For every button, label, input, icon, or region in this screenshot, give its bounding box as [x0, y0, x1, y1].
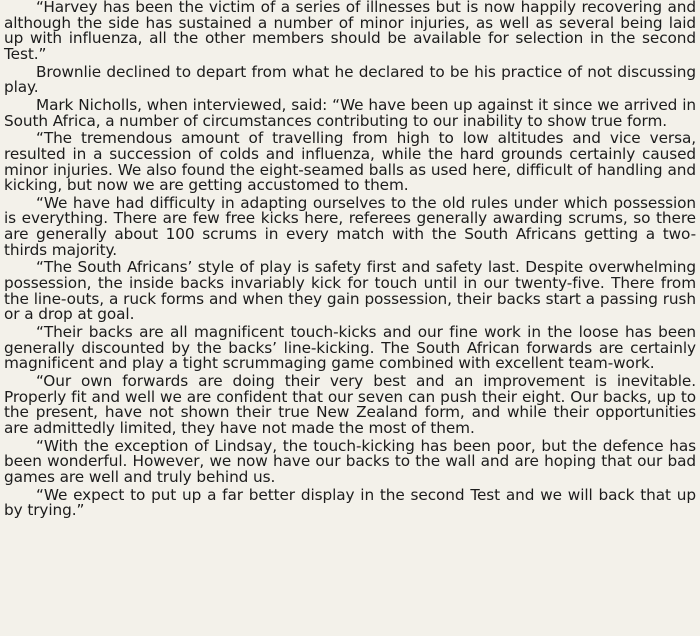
article-paragraph-2: Brownlie declined to depart from what he declared to be his practice of not discussing play.	[4, 62, 696, 97]
article-paragraph-8: “Our own forwards are doing their very best and an improvement is inevitable. Properly fit and well we are confident that our seven can push their eight. Our backs, up to the present, have not shown their true New Zealand form, and while their opportunities are admittedly limited, they have not made the most of them.	[4, 371, 696, 437]
article-paragraph-6: “The South Africans’ style of play is safety first and safety last. Despite overwhelming possession, the inside backs invariably kick for touch until in our twenty-five. There from the line-outs, a ruck forms and when they gain possession, their backs start a passing rush or a drop at goal.	[4, 258, 696, 324]
article-paragraph-7: “Their backs are all magnificent touch-kicks and our fine work in the loose has been generally discounted by the backs’ line-kicking. The South African forwards are certainly magnificent and play a tight scrummaging game combined with excellent team-work.	[4, 323, 696, 373]
article-paragraph-3: Mark Nicholls, when interviewed, said: “We have been up against it since we arrived in South Africa, a number of circumstances contributing to our inability to show true form.	[4, 95, 696, 130]
article-paragraph-1: “Harvey has been the victim of a series of illnesses but is now happily recovering and although the side has sustained a number of minor injuries, as well as several being laid up with influenza, all the other members should be available for selection in the second Test.”	[4, 0, 696, 63]
article-paragraph-5: “We have had difficulty in adapting ourselves to the old rules under which possession is everything. There are few free kicks here, referees generally awarding scrums, so there are generally about 100 scrums in every match with the South Africans getting a two-thirds majority.	[4, 193, 696, 259]
article-body	[4, 0, 696, 519]
article-paragraph-9: “With the exception of Lindsay, the touch-kicking has been poor, but the defence has been wonderful. However, we now have our backs to the wall and are hoping that our bad games are well and truly behind us.	[4, 436, 696, 486]
article-paragraph-10: “We expect to put up a far better display in the second Test and we will back that up by trying.”	[4, 485, 696, 520]
article-paragraph-4: “The tremendous amount of travelling from high to low altitudes and vice versa, resulted in a succession of colds and influenza, while the hard grounds certainly caused minor injuries. We also found the eight-seamed balls as used here, difficult of handling and kicking, but now we are getting accustomed to them.	[4, 129, 696, 195]
